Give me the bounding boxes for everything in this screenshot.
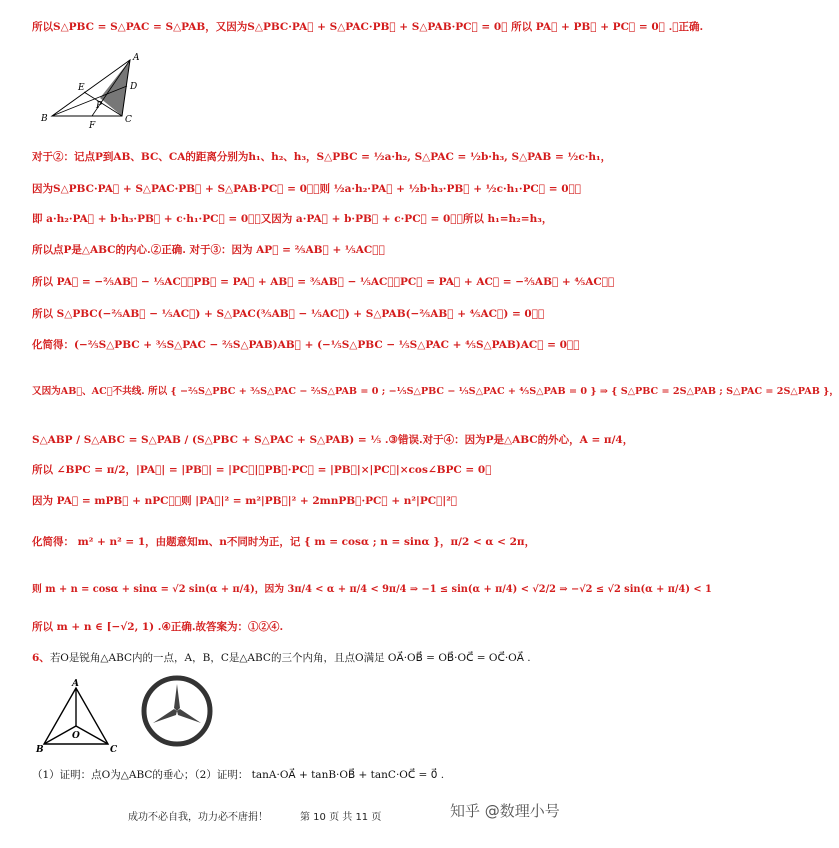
label-e: E	[78, 83, 85, 93]
line-12: 因为 PA⃗ = mPB⃗ + nPC⃗，则 |PA⃗|² = m²|PB⃗|² + 2mnPB⃗·PC⃗ + n²|PC⃗|²，	[32, 495, 458, 507]
label-o: O	[72, 731, 80, 741]
line-11: 所以 ∠BPC = π/2，|PA⃗| = |PB⃗| = |PC⃗|，PB⃗·PC⃗ = |PB⃗|×|PC⃗|×cos∠BPC = 0，	[32, 464, 492, 476]
line-7: 所以 S△PBC(−⅖AB⃗ − ⅕AC⃗) + S△PAC(⅗AB⃗ − ⅕AC⃗) + S△PAB(−⅖AB⃗ + ⅘AC⃗) = 0⃗，	[32, 308, 545, 320]
question-number: 6、	[32, 652, 50, 664]
line-6: 所以 PA⃗ = −⅖AB⃗ − ⅕AC⃗，PB⃗ = PA⃗ + AB⃗ = ⅗AB⃗ − ⅕AC⃗，PC⃗ = PA⃗ + AC⃗ = −⅖AB⃗ + ⅘AC⃗，	[32, 276, 615, 288]
footer-motto: 成功不必自我，功力必不唐捐！	[128, 812, 268, 823]
triangle-figure-1	[38, 48, 148, 136]
label-c: C	[125, 115, 132, 125]
triangle-figure-2	[36, 678, 122, 758]
star-emblem-figure	[138, 672, 216, 750]
label-b2: B	[36, 745, 44, 755]
label-b: B	[41, 114, 48, 124]
watermark: 知乎 @数理小号	[450, 802, 560, 820]
line-4: 即 a·h₂·PA⃗ + b·h₃·PB⃗ + c·h₁·PC⃗ = 0⃗，又因为 a·PA⃗ + b·PB⃗ + c·PC⃗ = 0⃗，所以 h₁=h₂=h₃，	[32, 213, 553, 225]
question-6	[32, 651, 531, 665]
label-f: F	[89, 121, 96, 131]
footer-page-number: 第 10 页 共 11 页	[300, 812, 382, 823]
label-p: P	[96, 101, 103, 111]
line-9: 又因为AB⃗、AC⃗不共线. 所以 { −⅖S△PBC + ⅗S△PAC − ⅖S△PAB = 0 ; −⅕S△PBC − ⅕S△PAC + ⅘S△PAB = 0 } ⇒ { S△PBC = 2S△PAB ; S△PAC = 2S△PAB }，	[32, 386, 839, 397]
label-d: D	[130, 82, 138, 92]
line-13: 化简得： m² + n² = 1，由题意知m、n不同时为正，记 { m = cosα ; n = sinα }，π/2 < α < 2π，	[32, 536, 536, 548]
line-2: 对于②：记点P到AB、BC、CA的距离分别为h₁、h₂、h₃，S△PBC = ½a·h₂, S△PAC = ½b·h₃, S△PAB = ½c·h₁，	[32, 151, 612, 163]
line-8: 化简得：(−⅖S△PBC + ⅗S△PAC − ⅖S△PAB)AB⃗ + (−⅕S△PBC − ⅕S△PAC + ⅘S△PAB)AC⃗ = 0⃗，	[32, 339, 580, 351]
question-6-subparts: （1）证明：点O为△ABC的垂心；（2）证明： tanA·OA⃗ + tanB·OB⃗ + tanC·OC⃗ = 0⃗ .	[32, 769, 445, 781]
line-10: S△ABP / S△ABC = S△PAB / (S△PBC + S△PAC + S△PAB) = ⅕ .③错误.对于④：因为P是△ABC的外心，A = π/4，	[32, 434, 634, 446]
question-text: 若O是锐角△ABC内的一点，A，B，C是△ABC的三个内角，且点O满足 OA⃗·OB⃗ = OB⃗·OC⃗ = OC⃗·OA⃗ .	[49, 652, 531, 664]
line-3: 因为S△PBC·PA⃗ + S△PAC·PB⃗ + S△PAB·PC⃗ = 0⃗，则 ½a·h₂·PA⃗ + ½b·h₃·PB⃗ + ½c·h₁·PC⃗ = 0⃗，	[32, 183, 582, 195]
line-5: 所以点P是△ABC的内心.②正确. 对于③：因为 AP⃗ = ⅖AB⃗ + ⅕AC⃗，	[32, 244, 385, 256]
label-a2: A	[72, 679, 79, 689]
line-14: 则 m + n = cosα + sinα = √2 sin(α + π/4)，因为 3π/4 < α + π/4 < 9π/4 ⇒ −1 ≤ sin(α + π/4) < √2/2 ⇒ −√2 ≤ √2 sin(α + π/4) < 1	[32, 584, 712, 595]
label-c2: C	[110, 745, 118, 755]
label-a: A	[133, 53, 140, 63]
line-15: 所以 m + n ∈ [−√2, 1) .④正确.故答案为：①②④.	[32, 621, 284, 633]
line-1: 所以S△PBC = S△PAC = S△PAB，又因为S△PBC·PA⃗ + S△PAC·PB⃗ + S△PAB·PC⃗ = 0⃗ 所以 PA⃗ + PB⃗ + PC⃗ = 0⃗ .①正确.	[32, 21, 704, 33]
